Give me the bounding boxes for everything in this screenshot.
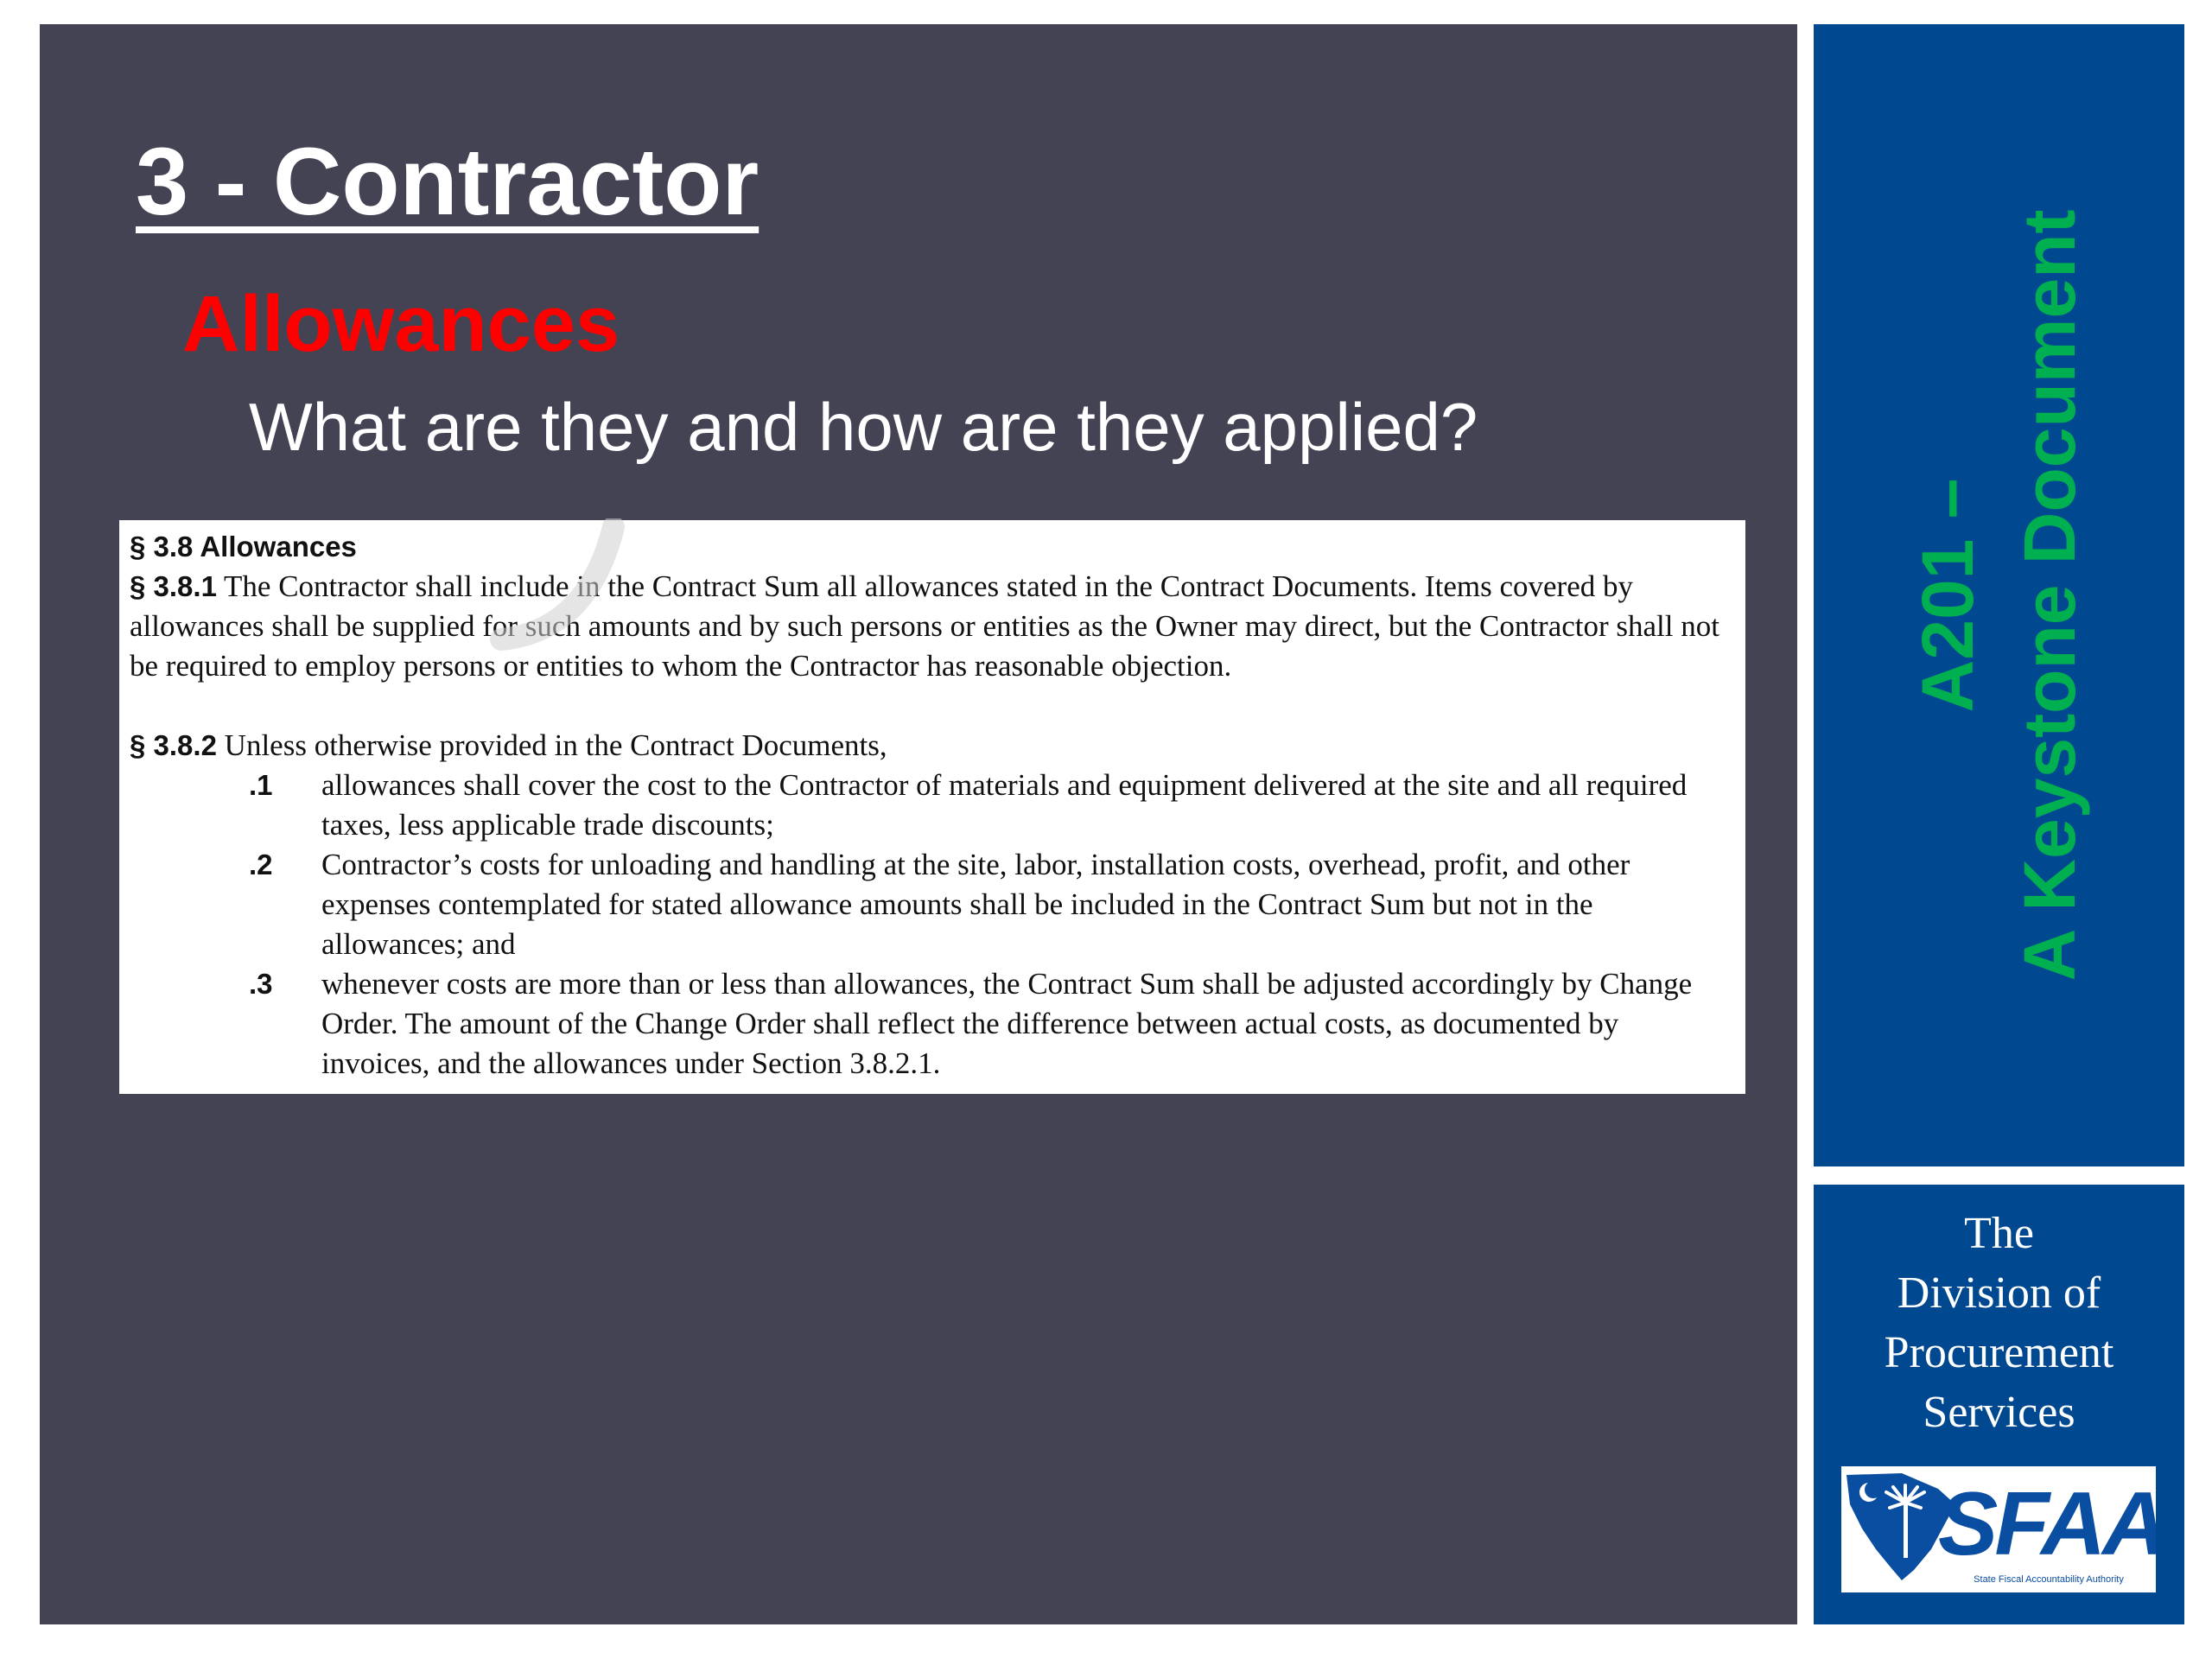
slide-question: What are they and how are they applied? bbox=[249, 389, 1478, 465]
sidebar-title bbox=[1897, 77, 2101, 1114]
division-line: Division of bbox=[1897, 1268, 2101, 1318]
section-3-8-2-text: Unless otherwise provided in the Contract Documents, bbox=[224, 728, 887, 762]
sfaa-logo bbox=[1841, 1466, 2156, 1592]
sfaa-logo-icon bbox=[1841, 1466, 2156, 1592]
excerpt-paragraph-3-8-1 bbox=[130, 567, 1733, 686]
list-item-number: .2 bbox=[249, 849, 273, 880]
slide-subtitle: Allowances bbox=[182, 280, 620, 368]
excerpt-heading-text: § 3.8 Allowances bbox=[130, 531, 357, 563]
list-item-text: Contractor’s costs for unloading and handling at the site, labor, installation costs, overhead, profit, and other expenses contemplated for stated allowance amounts shall be included in the Contract Sum but not in the allowances; and bbox=[321, 848, 1630, 961]
sidebar-branding-panel bbox=[1814, 1185, 2184, 1624]
logo-subtext: State Fiscal Accountability Authority bbox=[1974, 1574, 2124, 1585]
division-name bbox=[1814, 1204, 2184, 1442]
list-item-text: whenever costs are more than or less than allowances, the Contract Sum shall be adjusted accordingly by Change Order. The amount of the Change Order shall reflect the difference between actual costs, as documented by invoices, and the allowances under Section 3.8.2.1. bbox=[321, 967, 1693, 1080]
list-item bbox=[130, 964, 1733, 1084]
section-3-8-2-label: § 3.8.2 bbox=[130, 729, 217, 761]
sidebar-title-line-2: A Keystone Document bbox=[2009, 209, 2090, 982]
list-item-number: .3 bbox=[249, 968, 273, 1000]
list-item-number: .1 bbox=[249, 769, 273, 801]
division-line: Procurement bbox=[1884, 1328, 2114, 1377]
section-3-8-1-label: § 3.8.1 bbox=[130, 570, 217, 602]
sidebar-title-line-1: A201 – bbox=[1907, 478, 1988, 713]
list-item-text: allowances shall cover the cost to the Contractor of materials and equipment delivered at the site and all required taxes, less applicable trade discounts; bbox=[321, 768, 1688, 842]
excerpt-heading bbox=[130, 527, 1733, 567]
division-line: Services bbox=[1923, 1388, 2075, 1437]
list-item bbox=[130, 845, 1733, 964]
section-3-8-1-text: The Contractor shall include in the Contract Sum all allowances stated in the Contract Documents. Items covered by allowances shall be supplied for such amounts and by such persons or entities as the Owner may direct, but the Contractor shall not be required to employ persons or entities to whom the Contractor has reasonable objection. bbox=[130, 569, 1719, 683]
excerpt-paragraph-3-8-2 bbox=[130, 726, 1733, 766]
slide-title: 3 - Contractor bbox=[136, 129, 760, 235]
logo-wordmark: SFAA bbox=[1938, 1474, 2156, 1574]
sidebar-title-panel bbox=[1814, 24, 2184, 1166]
list-item bbox=[130, 766, 1733, 845]
contract-excerpt bbox=[119, 520, 1745, 1094]
division-line: The bbox=[1964, 1209, 2034, 1258]
